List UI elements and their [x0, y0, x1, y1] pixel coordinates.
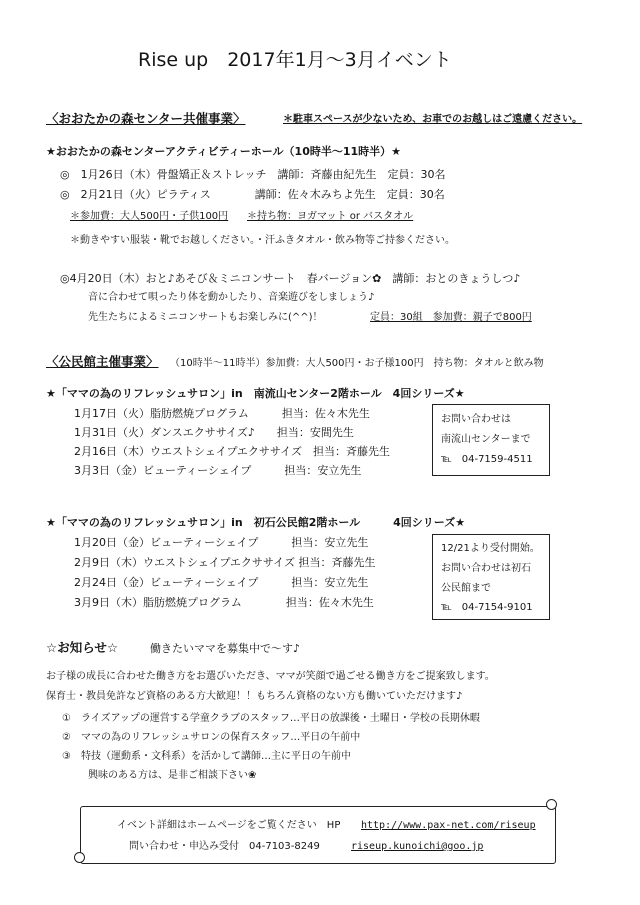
event-row: ◎ 1月26日（木）骨盤矯正＆ストレッチ 講師：斉藤由紀先生 定員：30名: [60, 168, 446, 181]
kominkan-info: （10時半～11時半）参加費：大人500円・お子様100円 持ち物：タオルと飲み物: [170, 358, 544, 369]
notice-paragraph: 保育士・教員免許など資格のある方大歓迎！！もちろん資格のない方も働いていただけます♪: [46, 691, 463, 702]
fee-note: ＊参加費：大人500円・子供100円: [70, 211, 229, 222]
clothes-note: ＊動きやすい服装・靴でお越しください。・汗ふきタオル・飲み物等ご持参ください。: [70, 235, 455, 246]
contact-line: 公民館まで: [441, 583, 491, 594]
concert-event: ◎4月20日（木）おと♪あそび＆ミニコンサート 春バージョン✿ 講師：おとのきょうしつ♪: [60, 272, 521, 285]
concert-fee: 定員：30組 参加費：親子で800円: [370, 312, 532, 323]
notice-subheading: 働きたいママを募集中で～す♪: [150, 642, 301, 655]
notice-paragraph: お子様の成長に合わせた働き方をお選びいただき、ママが笑顔で過ごせる働き方をご提案致します。: [46, 671, 495, 682]
bring-note: ＊持ち物：ヨガマット or バスタオル: [247, 211, 414, 222]
scroll-curl-icon: [74, 852, 85, 863]
kominkan-section-heading: 〈公民館主催事業〉: [46, 354, 159, 369]
footer-email-link[interactable]: riseup.kunoichi@goo.jp: [351, 841, 484, 852]
page-title: Rise up 2017年1月～3月イベント: [138, 49, 452, 71]
series-row: 2月24日（金）ビューティーシェイプ 担当：安立先生: [74, 576, 369, 589]
series-row: 2月16日（木）ウエストシェイプエクササイズ 担当：斉藤先生: [74, 445, 391, 458]
series-title: ★「ママの為のリフレッシュサロン」in 南流山センター2階ホール 4回シリーズ★: [46, 387, 465, 400]
activity-hall-title: ★おおたかの森センターアクティビティーホール（10時半～11時半）★: [46, 145, 402, 158]
series-row: 3月3日（金）ビューティーシェイプ 担当：安立先生: [74, 464, 362, 477]
otaka-section-heading: 〈おおたかの森センター共催事業〉: [46, 111, 246, 126]
contact-line: 12/21より受付開始。: [441, 543, 540, 554]
contact-phone: ℡ 04-7159-4511: [441, 454, 533, 465]
event-row: ◎ 2月21日（火）ピラティス 講師：佐々木みちよ先生 定員：30名: [60, 188, 445, 201]
contact-box: [432, 534, 550, 620]
series-row: 3月9日（木）脂肪燃焼プログラム 担当：佐々木先生: [74, 596, 374, 609]
parking-note: ＊駐車スペースが少ないため、お車でのお越しはご遠慮ください。: [283, 114, 583, 125]
footer-contact-label: 問い合わせ・申込み受付 04-7103-8249: [129, 841, 320, 852]
contact-line: お問い合わせは: [441, 414, 511, 425]
footer-url-link[interactable]: http://www.pax-net.com/riseup: [361, 820, 536, 831]
series-title: ★「ママの為のリフレッシュサロン」in 初石公民館2階ホール 4回シリーズ★: [46, 516, 466, 529]
concert-description: 先生たちによるミニコンサートもお楽しみに(^^)！: [88, 312, 323, 323]
footer-scroll-box: [80, 806, 556, 864]
contact-phone: ℡ 04-7154-9101: [441, 602, 533, 613]
series-row: 2月9日（木）ウエストシェイプエクササイズ 担当：斉藤先生: [74, 556, 376, 569]
notice-heading: ☆お知らせ☆: [46, 640, 119, 655]
series-row: 1月31日（火）ダンスエクササイズ♪ 担当：安間先生: [74, 426, 354, 439]
notice-closing: 興味のある方は、是非ご相談下さい❀: [88, 770, 257, 781]
series-row: 1月17日（火）脂肪燃焼プログラム 担当：佐々木先生: [74, 407, 370, 420]
contact-line: 南流山センターまで: [441, 434, 531, 445]
footer-homepage-label: イベント詳細はホームページをご覧ください HP: [117, 820, 341, 831]
series-row: 1月20日（金）ビューティーシェイプ 担当：安立先生: [74, 536, 369, 549]
notice-item: ② ママの為のリフレッシュサロンの保育スタッフ…平日の午前中: [62, 732, 361, 743]
concert-description: 音に合わせて唄ったり体を動かしたり、音楽遊びをしましょう♪: [88, 292, 375, 303]
notice-item: ① ライズアップの運営する学童クラブのスタッフ…平日の放課後・土曜日・学校の長期休暇: [62, 713, 480, 724]
contact-box: [432, 404, 550, 476]
notice-item: ③ 特技（運動系・文科系）を活かして講師…主に平日の午前中: [62, 751, 351, 762]
contact-line: お問い合わせは初石: [441, 563, 531, 574]
scroll-curl-icon: [546, 799, 557, 810]
